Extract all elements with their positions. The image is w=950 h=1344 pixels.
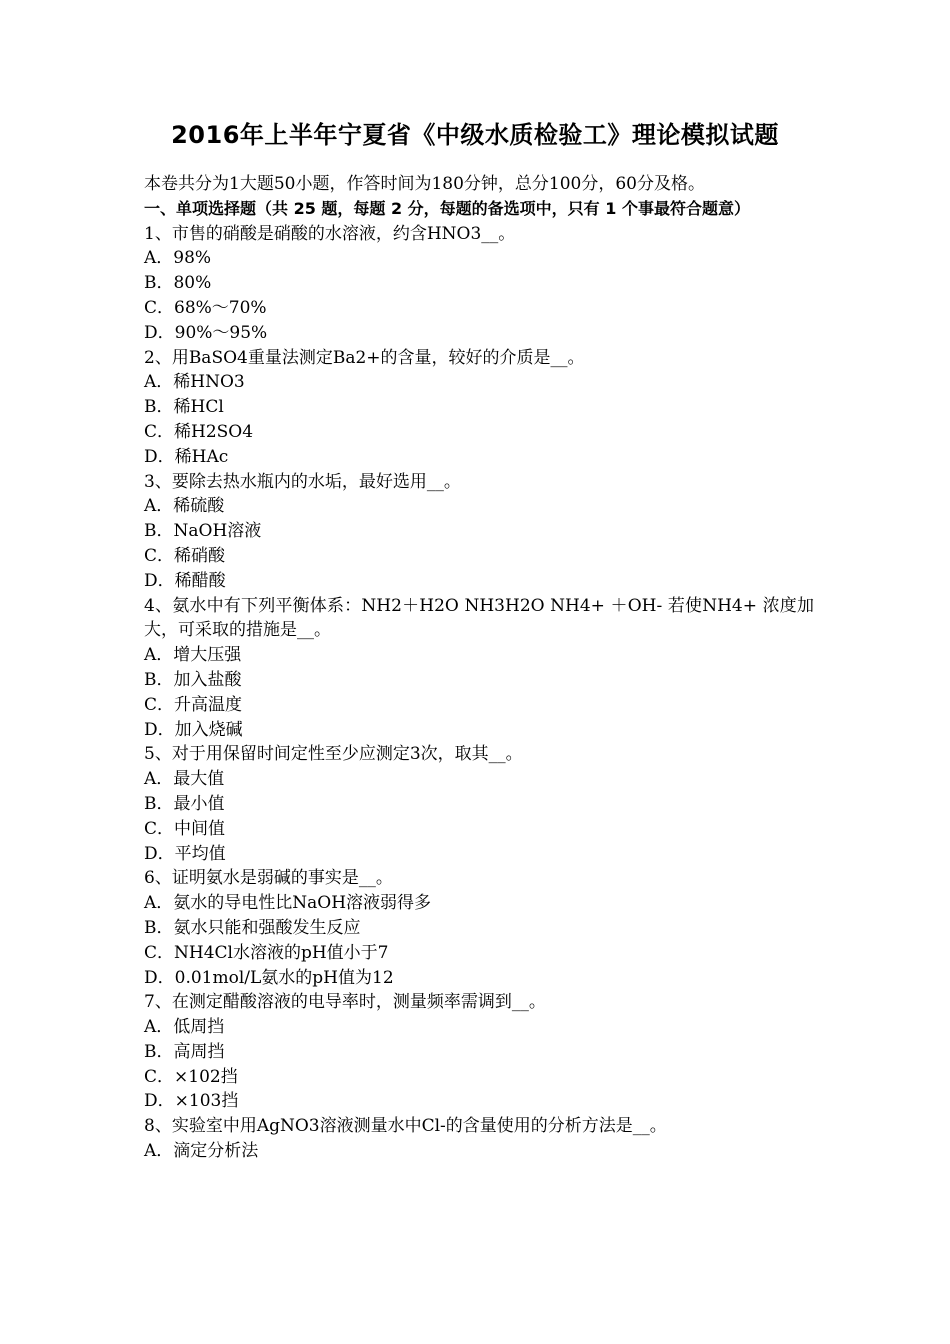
- option-c: C．68%～70%: [144, 297, 267, 318]
- question-stem: 4、氨水中有下列平衡体系：NH2＋H2O NH3H2O NH4+ ＋OH- 若使NH4+ 浓度加大，可采取的措施是__。: [144, 595, 814, 641]
- question-3: [144, 470, 814, 594]
- document-title: 2016年上半年宁夏省《中级水质检验工》理论模拟试题: [171, 121, 779, 149]
- option-c: C．中间值: [144, 818, 226, 839]
- option-b: B．最小值: [144, 793, 225, 814]
- option-d: D．0.01mol/L氨水的pH值为12: [144, 967, 394, 988]
- option-d: D．稀HAc: [144, 446, 229, 467]
- section-heading: 一、单项选择题（共 25 题，每题 2 分，每题的备选项中，只有 1 个事最符合题意）: [144, 198, 750, 218]
- option-c: C．稀硝酸: [144, 545, 226, 566]
- exam-intro: 本卷共分为1大题50小题，作答时间为180分钟，总分100分，60分及格。: [144, 174, 705, 194]
- question-stem: 3、要除去热水瓶内的水垢，最好选用__。: [144, 471, 461, 492]
- option-b: B．高周挡: [144, 1041, 225, 1062]
- question-8: [144, 1114, 814, 1164]
- question-5: [144, 742, 814, 866]
- question-6: [144, 866, 814, 990]
- option-b: B．氨水只能和强酸发生反应: [144, 917, 361, 938]
- option-a: A．最大值: [144, 769, 225, 790]
- option-b: B．加入盐酸: [144, 669, 242, 690]
- question-4: [144, 594, 814, 743]
- option-b: B．80%: [144, 273, 212, 294]
- option-c: C．×102挡: [144, 1066, 238, 1087]
- option-a: A．稀硫酸: [144, 496, 225, 517]
- question-stem: 7、在测定醋酸溶液的电导率时，测量频率需调到__。: [144, 992, 546, 1013]
- option-d: D．×103挡: [144, 1091, 239, 1112]
- question-stem: 6、证明氨水是弱碱的事实是__。: [144, 868, 393, 889]
- question-stem: 1、市售的硝酸是硝酸的水溶液，约含HNO3__。: [144, 223, 516, 244]
- option-a: A．低周挡: [144, 1017, 225, 1038]
- option-a: A．氨水的导电性比NaOH溶液弱得多: [144, 893, 432, 914]
- question-2: [144, 346, 814, 470]
- option-d: D．稀醋酸: [144, 570, 226, 591]
- option-d: D．平均值: [144, 843, 226, 864]
- option-c: C．升高温度: [144, 694, 243, 715]
- option-a: A．98%: [144, 248, 212, 269]
- option-a: A．增大压强: [144, 645, 242, 666]
- question-stem: 8、实验室中用AgNO3溶液测量水中Cl-的含量使用的分析方法是__。: [144, 1116, 667, 1137]
- question-stem: 2、用BaSO4重量法测定Ba2+的含量，较好的介质是__。: [144, 347, 585, 368]
- option-b: B．NaOH溶液: [144, 521, 262, 542]
- option-a: A．稀HNO3: [144, 372, 245, 393]
- option-d: D．90%～95%: [144, 322, 268, 343]
- option-b: B．稀HCl: [144, 397, 224, 418]
- option-a: A．滴定分析法: [144, 1141, 259, 1162]
- question-stem: 5、对于用保留时间定性至少应测定3次，取其__。: [144, 744, 523, 765]
- question-7: [144, 990, 814, 1114]
- question-1: [144, 222, 814, 346]
- option-d: D．加入烧碱: [144, 719, 243, 740]
- option-c: C．NH4Cl水溶液的pH值小于7: [144, 942, 389, 963]
- option-c: C．稀H2SO4: [144, 421, 254, 442]
- document-body: [144, 172, 814, 1164]
